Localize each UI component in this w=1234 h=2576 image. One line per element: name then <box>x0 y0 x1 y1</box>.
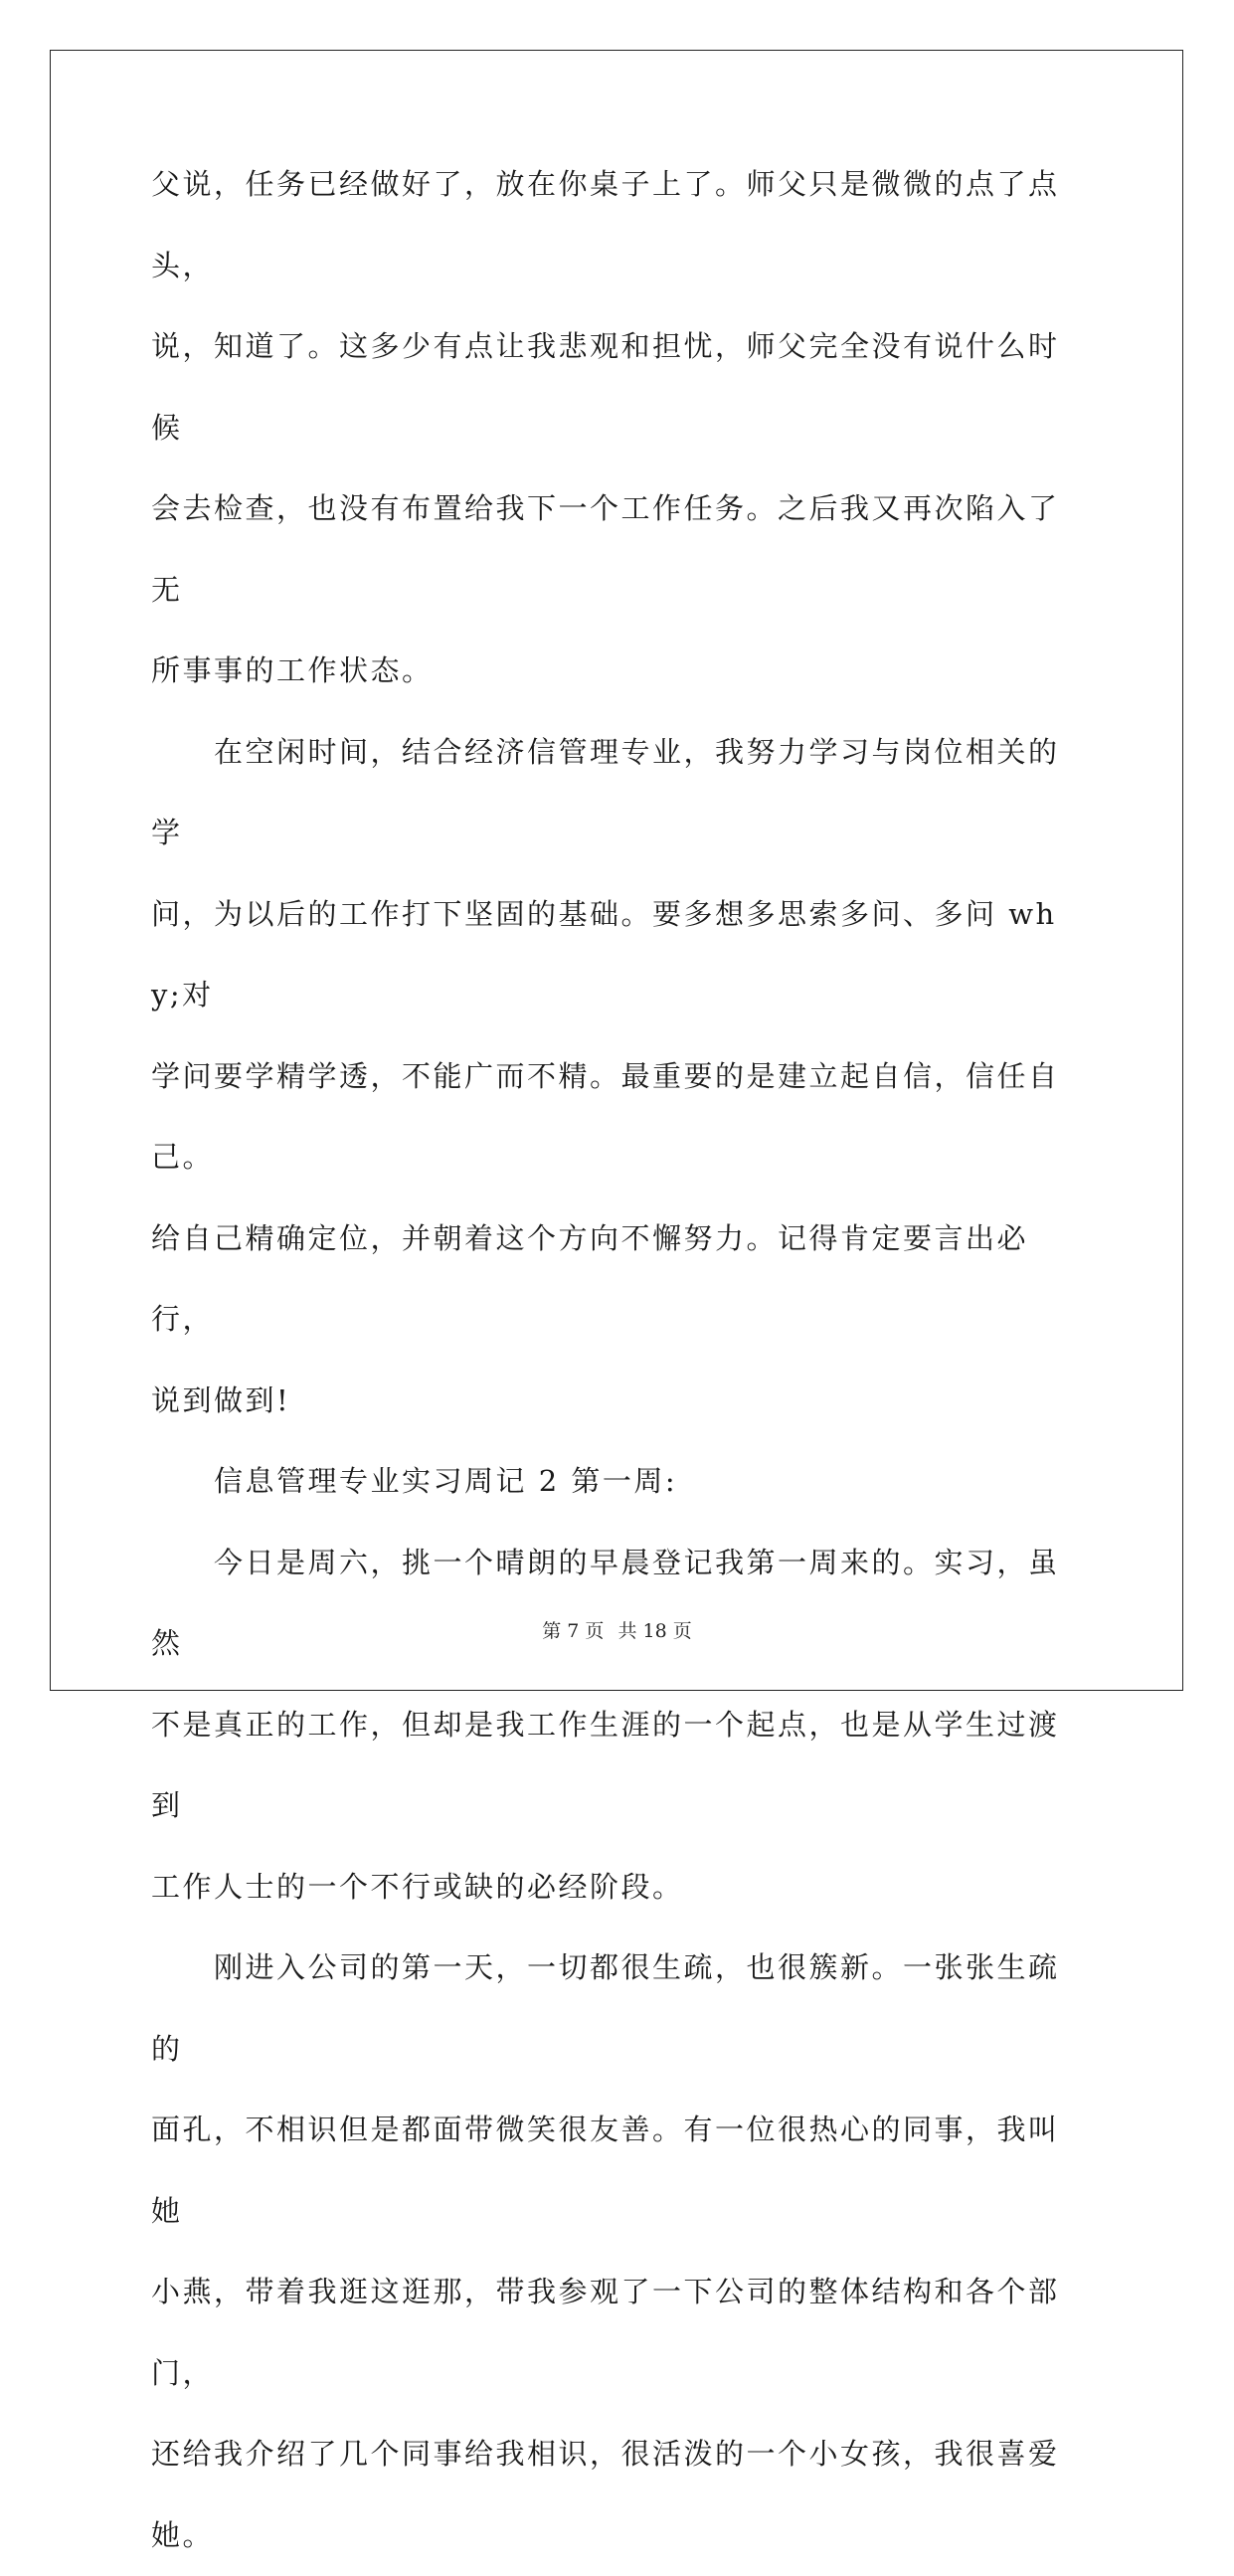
text-line: 给自己精确定位，并朝着这个方向不懈努力。记得肯定要言出必行， <box>151 1220 1029 1336</box>
text-line: 不是真正的工作，但却是我工作生涯的一个起点，也是从学生过渡到 <box>151 1707 1060 1822</box>
page-number: 第 7 页 <box>542 1620 605 1642</box>
document-body <box>151 144 1086 2576</box>
text-line: 父说，任务已经做好了，放在你桌子上了。师父只是微微的点了点头， <box>151 167 1060 282</box>
text-line: 面孔，不相识但是都面带微笑很友善。有一位很热心的同事，我叫她 <box>151 2113 1060 2228</box>
text-line: 所事事的工作状态。 <box>151 653 434 687</box>
text-line: 说，知道了。这多少有点让我悲观和担忧，师父完全没有说什么时候 <box>151 329 1060 445</box>
page-total: 共 18 页 <box>617 1620 692 1642</box>
text-line: 问，为以后的工作打下坚固的基础。要多想多思索多问、多问 why;对 <box>151 896 1057 1012</box>
text-line: 在空闲时间，结合经济信管理专业，我努力学习与岗位相关的学 <box>151 734 1060 849</box>
text-line: 说到做到! <box>151 1382 291 1417</box>
text-line: 今日是周六，挑一个晴朗的早晨登记我第一周来的。实习，虽然 <box>151 1545 1060 1660</box>
text-line: 刚进入公司的第一天，一切都很生疏，也很簇新。一张张生疏的 <box>151 1950 1060 2066</box>
text-line: 会去检查，也没有布置给我下一个工作任务。之后我又再次陷入了无 <box>151 491 1060 607</box>
text-line: 学问要学精学透，不能广而不精。最重要的是建立起自信，信任自己。 <box>151 1058 1060 1174</box>
section-heading: 信息管理专业实习周记 2 第一周: <box>151 1464 678 1498</box>
page-footer <box>0 1616 1234 1643</box>
text-line: 还给我介绍了几个同事给我相识，很活泼的一个小女孩，我很喜爱她。 <box>151 2437 1060 2552</box>
text-line: 工作人士的一个不行或缺的必经阶段。 <box>151 1869 684 1904</box>
text-line: 小燕，带着我逛这逛那，带我参观了一下公司的整体结构和各个部门， <box>151 2275 1060 2390</box>
